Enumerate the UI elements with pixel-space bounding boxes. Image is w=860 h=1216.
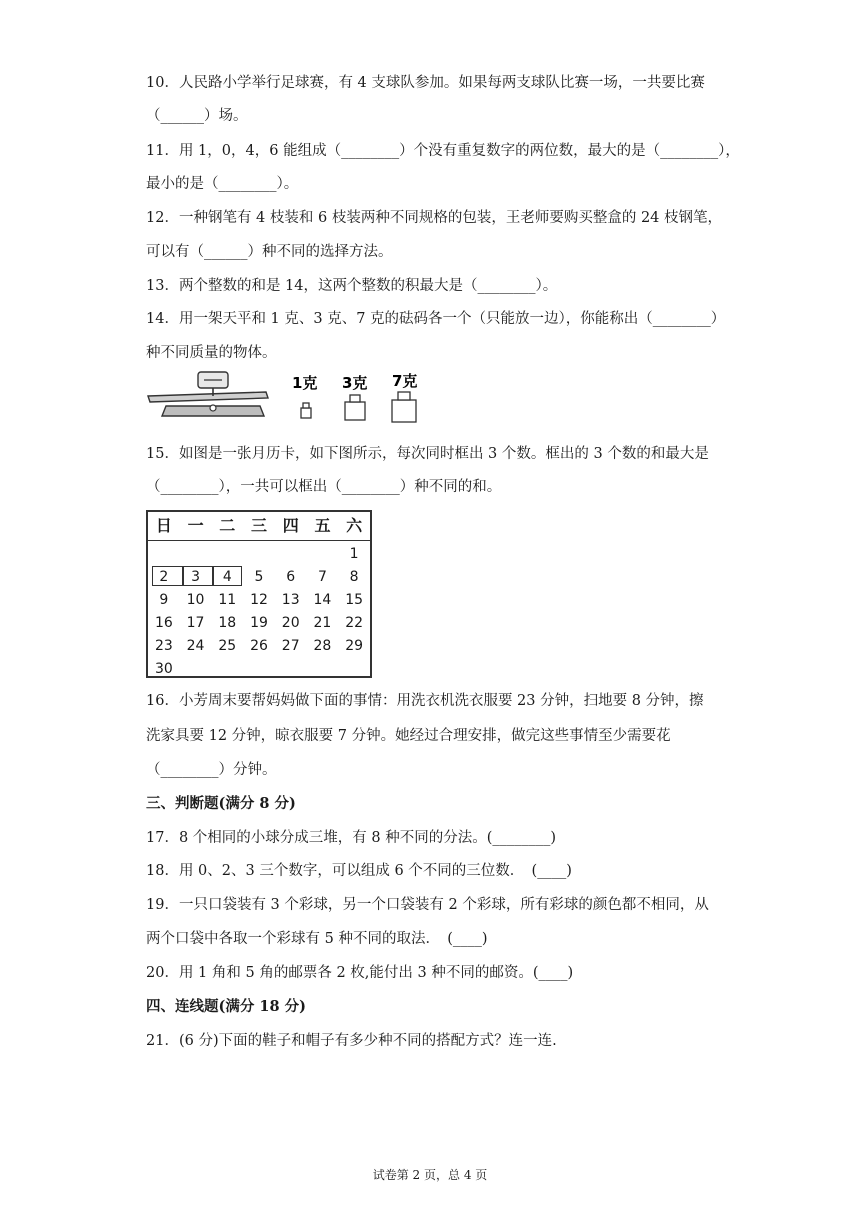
weekday-mon: 一	[187, 516, 204, 535]
q19-line1: 19．一只口袋装有 3 个彩球，另一个口袋装有 2 个彩球，所有彩球的颜色都不相同，从	[146, 897, 709, 913]
calendar-day-cell: 30	[154, 661, 173, 677]
weight-7g-icon	[392, 392, 416, 422]
calendar-day-cell	[180, 658, 212, 681]
calendar-day-cell: 22	[345, 615, 364, 631]
calendar-day-cell: 10	[186, 592, 205, 608]
weekday-tue: 二	[219, 516, 236, 535]
q20-line: 20．用 1 角和 5 角的邮票各 2 枚,能付出 3 种不同的邮资。(____)	[146, 965, 574, 981]
calendar-day-cell	[180, 543, 212, 566]
weight-3g-icon	[345, 395, 365, 420]
weekday-sat: 六	[346, 516, 363, 535]
q10-line1: 10．人民路小学举行足球赛，有 4 支球队参加。如果每两支球队比赛一场，一共要比赛	[146, 75, 705, 91]
q18-line: 18．用 0、2、3 三个数字，可以组成 6 个不同的三位数． (____)	[146, 863, 572, 879]
q17-line: 17．8 个相同的小球分成三堆，有 8 种不同的分法。(________)	[146, 830, 557, 846]
calendar-day-cell	[307, 658, 339, 681]
calendar-day-cell: 3	[191, 569, 201, 585]
weight-label-1g: 1克	[292, 374, 318, 392]
calendar-day-cell	[243, 658, 275, 681]
q11-line2: 最小的是（________）。	[146, 176, 299, 192]
calendar-day-cell: 19	[250, 615, 268, 631]
calendar-day-cell	[148, 543, 180, 566]
calendar-day-cell: 20	[281, 615, 300, 631]
calendar-day-cell	[243, 543, 275, 566]
calendar-day-cell	[307, 543, 339, 566]
q14-line1: 14．用一架天平和 1 克、3 克、7 克的砝码各一个（只能放一边），你能称出（________）	[146, 311, 726, 327]
calendar-day-cell	[275, 543, 307, 566]
q19-line2: 两个口袋中各取一个彩球有 5 种不同的取法． (____)	[146, 931, 488, 947]
q12-line1: 12．一种钢笔有 4 枝装和 6 枝装两种不同规格的包装，王老师要购买整盒的 24 枝钢笔，	[146, 210, 723, 226]
calendar-day-cell: 5	[254, 569, 264, 585]
calendar-day-cell: 7	[317, 569, 327, 585]
calendar-day-cell: 17	[186, 615, 205, 631]
calendar-day-cell: 21	[313, 615, 332, 631]
calendar-day-grid	[148, 541, 370, 681]
calendar-day-cell: 8	[349, 569, 359, 585]
calendar-day-cell: 15	[345, 592, 364, 608]
weekday-thu: 四	[282, 516, 299, 535]
q11-line1: 11．用 1，0，4，6 能组成（________）个没有重复数字的两位数，最大的是（________），	[146, 143, 740, 159]
q12-line2: 可以有（______）种不同的选择方法。	[146, 244, 393, 260]
calendar-day-cell: 26	[250, 638, 268, 654]
weekday-sun: 日	[155, 516, 172, 535]
calendar-day-cell: 6	[286, 569, 296, 585]
calendar-day-cell	[211, 543, 243, 566]
calendar-day-cell: 28	[313, 638, 332, 654]
section-matching-title: 四、连线题(满分 18 分)	[146, 998, 306, 1015]
section-judgement-title: 三、判断题(满分 8 分)	[146, 795, 296, 812]
weight-1g-icon	[301, 403, 311, 418]
q16-line3: （________）分钟。	[146, 762, 277, 778]
q14-line2: 种不同质量的物体。	[146, 345, 277, 361]
calendar-day-cell: 11	[218, 592, 237, 608]
balance-scale-icon	[148, 372, 268, 416]
calendar-day-cell: 16	[154, 615, 173, 631]
calendar-day-cell: 2	[159, 569, 169, 585]
calendar-day-cell: 25	[218, 638, 237, 654]
balance-scale-figure	[146, 370, 426, 430]
calendar-day-cell: 27	[281, 638, 300, 654]
calendar-day-cell	[275, 658, 307, 681]
calendar-day-cell: 18	[218, 615, 237, 631]
calendar-day-cell: 9	[159, 592, 169, 608]
page-footer: 试卷第 2 页，总 4 页	[372, 1168, 488, 1182]
calendar-day-cell	[211, 658, 243, 681]
q15-line2: （________），一共可以框出（________）种不同的和。	[146, 479, 502, 495]
q16-line2: 洗家具要 12 分钟，晾衣服要 7 分钟。她经过合理安排，做完这些事情至少需要花	[146, 728, 671, 744]
q15-line1: 15．如图是一张月历卡，如下图所示，每次同时框出 3 个数。框出的 3 个数的和最大是	[146, 446, 709, 462]
calendar-day-cell: 4	[222, 569, 232, 585]
calendar-day-cell: 12	[250, 592, 268, 608]
weight-label-7g: 7克	[392, 372, 418, 390]
weekday-fri: 五	[314, 516, 331, 535]
calendar-day-cell: 29	[345, 638, 364, 654]
q21-line: 21．(6 分)下面的鞋子和帽子有多少种不同的搭配方式？连一连.	[146, 1033, 557, 1049]
calendar-day-cell: 24	[186, 638, 205, 654]
selection-frame	[152, 566, 242, 586]
calendar-day-cell: 13	[281, 592, 300, 608]
calendar-day-cell: 1	[349, 546, 359, 562]
calendar-day-cell	[338, 658, 370, 681]
weight-label-3g: 3克	[342, 374, 368, 392]
q13-line: 13．两个整数的和是 14，这两个整数的积最大是（________）。	[146, 278, 558, 294]
q10-line2: （______）场。	[146, 108, 248, 124]
calendar-day-cell: 23	[154, 638, 173, 654]
calendar-card	[146, 510, 372, 678]
calendar-weekday-header	[148, 512, 370, 541]
calendar-day-cell: 14	[313, 592, 332, 608]
weekday-wed: 三	[251, 516, 268, 535]
q16-line1: 16．小芳周末要帮妈妈做下面的事情：用洗衣机洗衣服要 23 分钟，扫地要 8 分钟，擦	[146, 693, 704, 709]
